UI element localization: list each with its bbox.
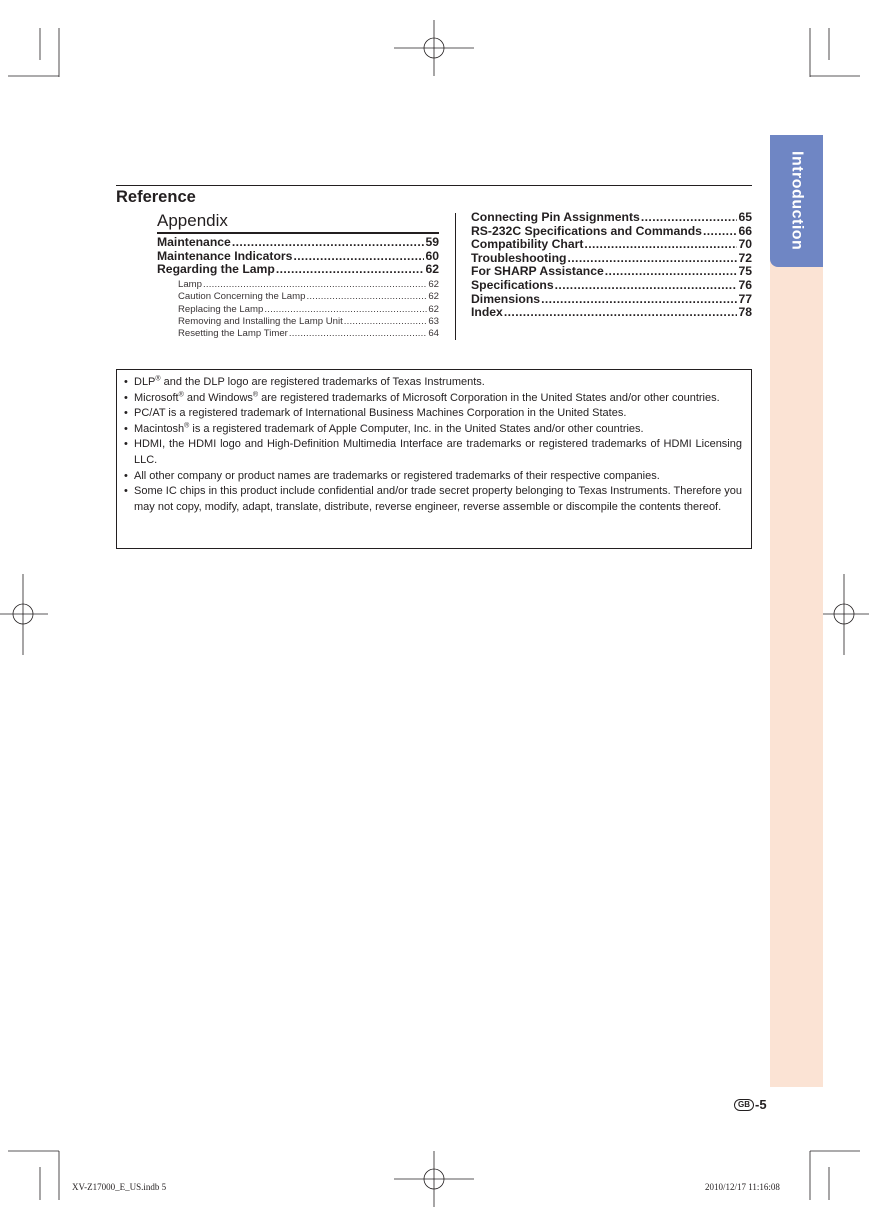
- toc-leader-dots: [584, 238, 737, 252]
- toc-leader-dots: [703, 225, 737, 239]
- subsection-rule: [157, 232, 439, 234]
- registered-mark: ®: [178, 390, 184, 398]
- trademark-note-hdmi: • HDMI, the HDMI logo and High-Definition Multimedia Interface are trademarks or registered trademarks of HDMI Licensing LLC.: [124, 437, 742, 468]
- toc-entry-troubleshooting[interactable]: [471, 252, 752, 266]
- toc-right-column: [471, 211, 752, 320]
- toc-entry-rs232c[interactable]: [471, 225, 752, 239]
- toc-entry-page: 65: [738, 210, 752, 224]
- toc-entry-title: Dimensions: [471, 291, 541, 306]
- note-text: and the DLP logo are registered trademarks of Texas Instruments.: [160, 376, 485, 388]
- toc-subentry-resetting-timer[interactable]: [157, 328, 439, 340]
- trademark-note-dlp: [124, 375, 742, 391]
- toc-subentry-title: Resetting the Lamp Timer: [178, 328, 288, 340]
- trademark-note-ic-chips: • Some IC chips in this product include confidential and/or trade secret property belonging to Texas Instruments. Therefore you may not copy, modify, adapt, translate, distribute, reverse engineer, reverse assemble or discompile the contents thereof.: [124, 484, 742, 515]
- toc-entry-page: 75: [738, 264, 752, 279]
- print-slug-file: XV-Z17000_E_US.indb 5: [72, 1182, 167, 1192]
- toc-entry-title: RS-232C Specifications and Commands: [471, 223, 702, 238]
- note-text: Macintosh: [134, 422, 185, 435]
- toc-entry-title: Maintenance Indicators: [157, 248, 293, 263]
- toc-leader-dots: [289, 328, 427, 340]
- toc-entry-page: 72: [738, 250, 752, 265]
- toc-subentry-title: Lamp: [178, 278, 202, 290]
- toc-leader-dots: [567, 252, 737, 266]
- toc-subentry-page: 62: [428, 278, 439, 290]
- toc-leader-dots: [264, 304, 427, 316]
- note-text: and Windows: [183, 391, 253, 404]
- page-number-value: -5: [755, 1097, 767, 1112]
- trademark-note-pcat: • PC/AT is a registered trademark of International Business Machines Corporation in the United States.: [124, 406, 742, 422]
- toc-subentry-removing-installing[interactable]: [157, 316, 439, 328]
- section-title: Reference: [116, 188, 196, 206]
- toc-entry-page: 70: [738, 237, 752, 252]
- note-text: is a registered trademark of Apple Computer, Inc. in the United States and/or other countries.: [189, 422, 644, 435]
- toc-entry-index[interactable]: [471, 306, 752, 320]
- toc-leader-dots: [605, 265, 738, 279]
- toc-subentry-replacing[interactable]: [157, 304, 439, 316]
- note-text: Microsoft: [134, 391, 179, 404]
- toc-entry-title: Compatibility Chart: [471, 237, 584, 252]
- page-number: [734, 1097, 767, 1112]
- toc-subentry-page: 63: [428, 316, 439, 327]
- toc-entry-page: 76: [738, 277, 752, 292]
- toc-leader-dots: [232, 236, 425, 250]
- registered-mark: ®: [155, 375, 161, 383]
- toc-entry-maintenance-indicators[interactable]: [157, 250, 439, 264]
- section-tab-label: Introduction: [788, 151, 806, 251]
- toc-leader-dots: [641, 211, 738, 225]
- trademark-note-macintosh: [124, 422, 742, 438]
- toc-leader-dots: [504, 306, 738, 320]
- toc-subentry-page: 62: [428, 303, 439, 315]
- toc-entry-title: Maintenance: [157, 235, 231, 249]
- toc-leader-dots: [541, 293, 737, 307]
- toc-subentry-title: Replacing the Lamp: [178, 303, 264, 315]
- toc-entry-dimensions[interactable]: [471, 293, 752, 307]
- toc-entry-title: Index: [471, 305, 503, 320]
- section-tab-label-box: [770, 135, 823, 267]
- toc-subentry-page: 64: [428, 328, 439, 340]
- toc-leader-dots: [276, 263, 425, 277]
- toc-entry-regarding-the-lamp[interactable]: [157, 263, 439, 277]
- side-band: [770, 135, 823, 1087]
- toc-entry-title: Connecting Pin Assignments: [471, 210, 640, 224]
- toc-entry-page: 60: [425, 248, 439, 263]
- toc-entry-title: For SHARP Assistance: [471, 264, 604, 279]
- toc-entry-page: 59: [425, 235, 439, 249]
- print-slug-timestamp: 2010/12/17 11:16:08: [705, 1182, 780, 1192]
- toc-subentry-title: Caution Concerning the Lamp: [178, 291, 306, 303]
- toc-subentry-lamp[interactable]: [157, 279, 439, 291]
- toc-entry-specifications[interactable]: [471, 279, 752, 293]
- toc-subentry-title: Removing and Installing the Lamp Unit: [178, 316, 343, 327]
- region-badge: GB: [734, 1099, 754, 1111]
- registered-mark: ®: [184, 422, 190, 430]
- toc-subentry-page: 62: [428, 291, 439, 303]
- toc-left-column: [157, 236, 439, 341]
- toc-entry-title: Troubleshooting: [471, 250, 567, 265]
- trademark-note-microsoft: [124, 391, 742, 407]
- toc-entry-page: 62: [425, 262, 439, 277]
- trademark-notice-box: [116, 369, 752, 549]
- toc-leader-dots: [306, 291, 427, 303]
- toc-leader-dots: [555, 279, 738, 293]
- toc-leader-dots: [203, 279, 427, 291]
- toc-entry-page: 77: [738, 291, 752, 306]
- registered-mark: ®: [252, 390, 259, 398]
- toc-entry-maintenance[interactable]: [157, 236, 439, 250]
- toc-entry-connecting-pin[interactable]: [471, 211, 752, 225]
- heading-rule: [116, 185, 752, 186]
- note-text: DLP: [134, 376, 156, 388]
- toc-entry-title: Regarding the Lamp: [157, 262, 275, 277]
- note-text: are registered trademarks of Microsoft Corporation in the United States and/or other countries.: [258, 391, 720, 404]
- toc-leader-dots: [293, 250, 424, 264]
- toc-entry-sharp-assistance[interactable]: [471, 265, 752, 279]
- toc-leader-dots: [344, 316, 428, 328]
- toc-entry-compatibility-chart[interactable]: [471, 238, 752, 252]
- subsection-title: Appendix: [157, 211, 228, 230]
- trademark-note-other: • All other company or product names are trademarks or registered trademarks of their respective companies.: [124, 469, 742, 485]
- toc-entry-page: 78: [738, 305, 752, 320]
- toc-entry-title: Specifications: [471, 277, 554, 292]
- toc-subentry-caution[interactable]: [157, 291, 439, 303]
- column-divider: [455, 213, 456, 340]
- toc-entry-page: 66: [738, 223, 752, 238]
